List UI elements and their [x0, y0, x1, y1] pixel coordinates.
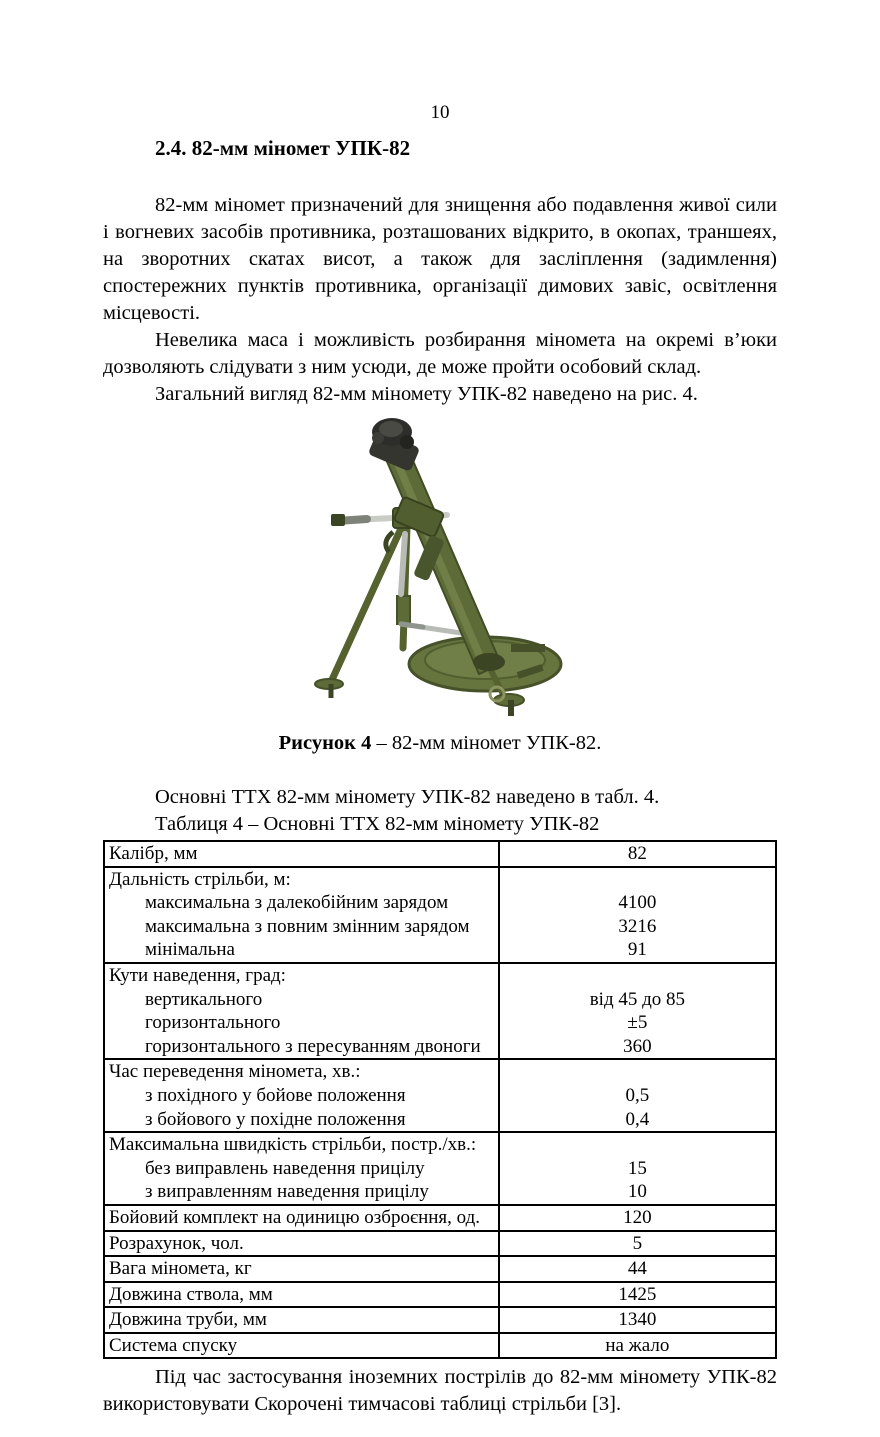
table-row [104, 1132, 776, 1205]
table-row [104, 867, 776, 963]
value-line: на жало [605, 1334, 670, 1356]
value-line: 120 [623, 1206, 652, 1228]
value-line: 5 [632, 1232, 643, 1254]
parameter-line: з похідного у бойове положення [145, 1084, 406, 1106]
table-row [104, 841, 776, 867]
table-intro: Основні ТТХ 82-мм міномету УПК-82 наведено в табл. 4. [155, 786, 660, 808]
value-cell [499, 1256, 776, 1282]
value-line [504, 1133, 771, 1157]
parameter-line: з виправленням наведення прицілу [145, 1181, 429, 1203]
value-line: 82 [627, 843, 647, 864]
value-line [504, 868, 771, 892]
parameter-cell [104, 1205, 499, 1231]
parameter-line: горизонтального з пересуванням двоноги [145, 1035, 481, 1057]
ttx-table [103, 840, 777, 1359]
paragraph-figure-ref: Загальний вигляд 82-мм міномету УПК-82 наведено на рис. 4. [155, 383, 698, 405]
figure-caption [103, 730, 777, 756]
document-page [103, 0, 777, 1418]
figure-caption-text: – 82-мм міномет УПК-82. [371, 732, 602, 754]
value-line: 44 [627, 1258, 647, 1280]
value-cell [499, 841, 776, 867]
parameter-cell [104, 1132, 499, 1205]
value-line: ±5 [627, 1012, 648, 1034]
parameter-line: максимальна з повним змінним зарядом [145, 915, 470, 937]
table-row [104, 1059, 776, 1132]
value-cell [499, 1132, 776, 1205]
value-cell [499, 1333, 776, 1359]
mortar-photo-image [275, 416, 605, 721]
parameter-line: Час переведення міномета, хв.: [109, 1061, 361, 1083]
parameter-line: Розрахунок, чол. [109, 1232, 244, 1254]
parameter-line: максимальна з далекобійним зарядом [145, 892, 449, 914]
value-line: від 45 до 85 [589, 988, 686, 1010]
table-row [104, 963, 776, 1059]
parameter-cell [104, 867, 499, 963]
parameter-line: Максимальна швидкість стрільби, постр./хв.: [109, 1134, 477, 1156]
figure-caption-label: Рисунок 4 [278, 732, 372, 754]
parameter-line: Довжина труби, мм [109, 1309, 267, 1331]
paragraph-closing: Під час застосування іноземних пострілів до 82-мм міномету УПК-82 використовувати Скорочені тимчасові таблиці стрільби [3]. [103, 1366, 777, 1416]
parameter-cell [104, 1231, 499, 1257]
value-line: 0,4 [625, 1108, 650, 1130]
value-line: 4100 [618, 892, 657, 914]
parameter-line: Система спуску [109, 1334, 238, 1356]
parameter-cell [104, 963, 499, 1059]
parameter-line: Дальність стрільби, м: [109, 868, 291, 890]
parameter-cell [104, 1059, 499, 1132]
parameter-line: Довжина ствола, мм [109, 1283, 273, 1305]
parameter-line: мінімальна [145, 939, 235, 961]
value-cell [499, 867, 776, 963]
value-cell [499, 1059, 776, 1132]
value-cell [499, 1231, 776, 1257]
table-row [104, 1205, 776, 1231]
parameter-cell [104, 841, 499, 867]
value-line: 15 [627, 1157, 647, 1179]
value-cell [499, 1282, 776, 1308]
parameter-line: вертикального [145, 988, 263, 1010]
table-row [104, 1307, 776, 1333]
parameter-line: горизонтального [145, 1012, 281, 1034]
value-cell [499, 1205, 776, 1231]
parameter-cell [104, 1256, 499, 1282]
value-line: 360 [623, 1035, 652, 1057]
value-cell [499, 1307, 776, 1333]
parameter-line: Кути наведення, град: [109, 964, 286, 986]
table-row [104, 1282, 776, 1308]
mortar-figure [103, 416, 777, 724]
table-row [104, 1256, 776, 1282]
value-line: 10 [627, 1181, 647, 1203]
table-row [104, 1231, 776, 1257]
value-line: 1340 [618, 1309, 657, 1331]
value-line: 1425 [618, 1283, 657, 1305]
value-line: 0,5 [625, 1084, 650, 1106]
parameter-cell [104, 1282, 499, 1308]
parameter-line: з бойового у похідне положення [145, 1108, 406, 1130]
section-heading: 2.4. 82-мм міномет УПК-82 [155, 136, 411, 160]
value-line [504, 964, 771, 988]
parameter-line: без виправлень наведення прицілу [145, 1157, 425, 1179]
value-line: 3216 [618, 915, 657, 937]
parameter-cell [104, 1333, 499, 1359]
value-line [504, 1060, 771, 1084]
value-line: 91 [627, 939, 647, 961]
parameter-cell [104, 1307, 499, 1333]
paragraph-purpose: 82-мм міномет призначений для знищення або подавлення живої сили і вогневих засобів противника, розташованих відкрито, в окопах, траншеях, на зворотних скатах висот, а також для засліплення (задимлення) спостережних пунктів противника, організації димових завіс, освітлення місцевості. [103, 194, 777, 324]
value-cell [499, 963, 776, 1059]
parameter-line: Вага міномета, кг [109, 1258, 252, 1280]
table-row [104, 1333, 776, 1359]
table-title: Таблиця 4 – Основні ТТХ 82-мм міномету УПК-82 [155, 813, 600, 835]
parameter-line: Бойовий комплект на одиницю озброєння, од. [109, 1206, 481, 1228]
page-number: 10 [430, 102, 450, 123]
ttx-table-body [104, 841, 776, 1358]
parameter-line: Калібр, мм [109, 843, 198, 864]
paragraph-mass: Невелика маса і можливість розбирання міномета на окремі в’юки дозволяють слідувати з ним усюди, де може пройти особовий склад. [103, 329, 777, 378]
